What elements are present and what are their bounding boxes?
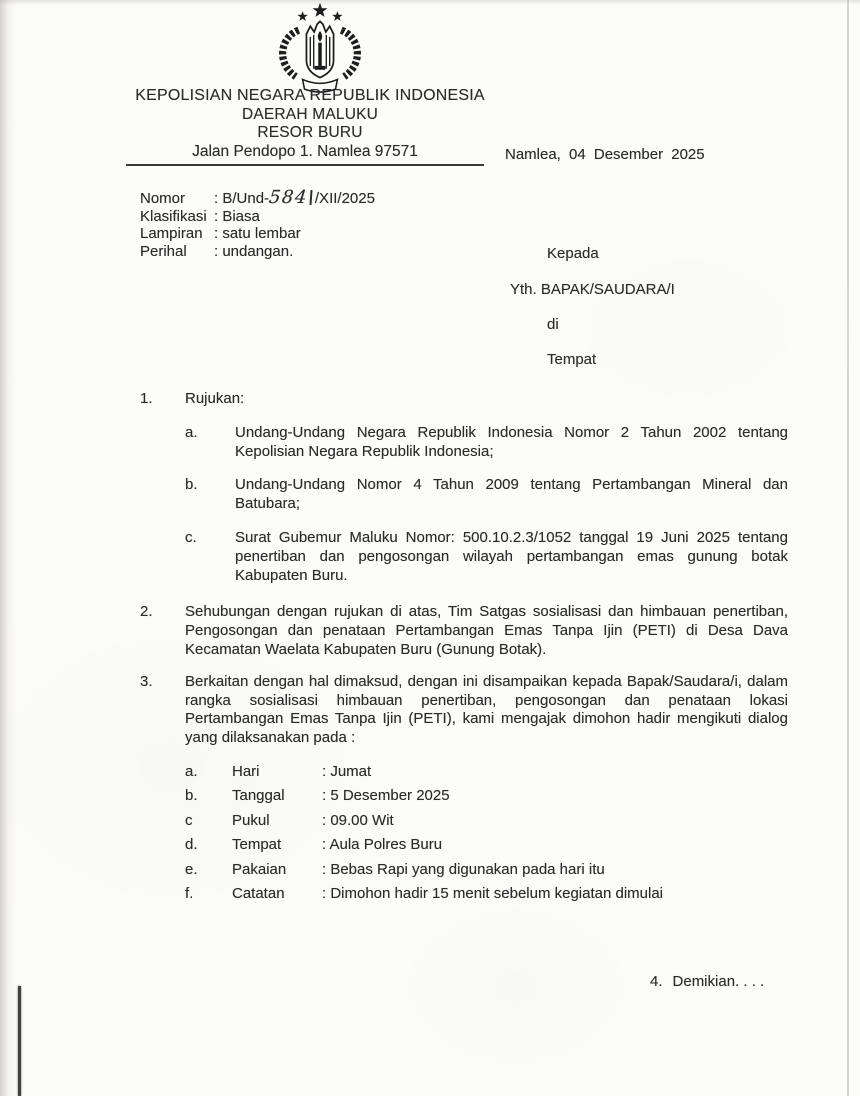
item-letter: c. bbox=[185, 528, 197, 546]
meta-value-klasifikasi: Biasa bbox=[222, 207, 260, 225]
org-name-line1: KEPOLISIAN NEGARA REPUBLIK INDONESIA bbox=[135, 87, 485, 104]
meta-label-nomor: Nomor bbox=[140, 190, 186, 207]
meta-label-klasifikasi: Klasifikasi bbox=[140, 207, 207, 225]
detail-letter: d. bbox=[185, 836, 198, 854]
reference-item-a bbox=[185, 424, 788, 462]
detail-label: Tanggal bbox=[232, 787, 285, 805]
meta-colon: : bbox=[214, 225, 219, 242]
section-1-intro: Rujukan: bbox=[185, 390, 245, 407]
dateline: Namlea, 04 Desember 2025 bbox=[505, 146, 705, 163]
scan-edge-left bbox=[0, 0, 17, 1096]
detail-letter: e. bbox=[185, 860, 198, 878]
letter-body bbox=[140, 390, 788, 910]
letter-meta bbox=[140, 187, 375, 260]
meta-value-lampiran: satu lembar bbox=[222, 225, 301, 242]
detail-letter: f. bbox=[185, 885, 194, 903]
meta-row-klasifikasi bbox=[140, 208, 375, 226]
section-number: 1. bbox=[140, 390, 153, 407]
detail-value: : 09.00 Wit bbox=[322, 811, 394, 829]
detail-label: Pukul bbox=[232, 811, 270, 829]
section-number: 3. bbox=[140, 672, 153, 690]
item-text: Undang-Undang Negara Republik Indonesia Nomor 2 Tahun 2002 tentang Kepolisian Negara Republik Indonesia; bbox=[235, 423, 788, 460]
nomor-prefix: B/Und- bbox=[222, 190, 270, 207]
detail-value: : Jumat bbox=[322, 762, 372, 780]
detail-row-catatan bbox=[185, 885, 788, 910]
detail-row-hari bbox=[185, 763, 788, 788]
meta-row-lampiran bbox=[140, 225, 375, 243]
nomor-handwritten: 584 bbox=[267, 187, 310, 208]
meta-colon: : bbox=[214, 242, 219, 260]
item-text: Surat Gubemur Maluku Nomor: 500.10.2.3/1052 tanggal 19 Juni 2025 tentang penertiban dan pengosongan wilayah pertambangan emas gunung botak Kabupaten Buru. bbox=[235, 528, 788, 584]
scan-edge-right bbox=[847, 0, 849, 1096]
recipient-di: di bbox=[547, 316, 559, 333]
section-3-text: Berkaitan dengan hal dimaksud, dengan ini disampaikan kepada Bapak/Saudara/i, dalam rangka sosialisasi himbauan penertiban, pengosongan dan penataan lokasi Pertambangan Emas Tanpa Ijin (PETI), kami mengajak dimohon hadir mengikuti dialog yang dilaksanakan pada : bbox=[185, 672, 788, 747]
detail-row-tanggal bbox=[185, 787, 788, 812]
meta-value-perihal: undangan. bbox=[222, 242, 294, 260]
meta-colon: : bbox=[214, 190, 219, 207]
detail-row-pukul bbox=[185, 812, 788, 837]
meta-row-perihal bbox=[140, 243, 375, 261]
detail-label: Pakaian bbox=[232, 860, 287, 878]
handwritten-stroke bbox=[309, 190, 312, 205]
section-2 bbox=[140, 603, 788, 659]
reference-item-c bbox=[185, 529, 788, 585]
meta-label-perihal: Perihal bbox=[140, 242, 187, 260]
section-number: 2. bbox=[140, 603, 153, 621]
scan-artifact-line bbox=[18, 986, 21, 1096]
detail-letter: c bbox=[185, 811, 193, 829]
closing-text: Demikian. . . . bbox=[672, 973, 765, 990]
detail-value: : Aula Polres Buru bbox=[322, 836, 443, 854]
detail-value: : Bebas Rapi yang digunakan pada hari itu bbox=[322, 860, 605, 878]
letterhead-address: Jalan Pendopo 1. Namlea 97571 bbox=[126, 143, 484, 166]
recipient-block bbox=[510, 245, 675, 368]
item-letter: b. bbox=[185, 476, 198, 494]
event-details bbox=[185, 763, 788, 910]
detail-label: Catatan bbox=[232, 885, 285, 903]
detail-letter: b. bbox=[185, 787, 198, 805]
detail-value: : 5 Desember 2025 bbox=[322, 787, 450, 805]
detail-row-tempat bbox=[185, 836, 788, 861]
org-name-line2: DAERAH MALUKU bbox=[241, 105, 379, 123]
item-letter: a. bbox=[185, 423, 198, 441]
detail-letter: a. bbox=[185, 762, 198, 780]
police-emblem-icon bbox=[262, 2, 378, 94]
section-1 bbox=[140, 390, 788, 585]
meta-row-nomor bbox=[140, 187, 375, 208]
detail-label: Hari bbox=[232, 762, 260, 780]
detail-row-pakaian bbox=[185, 861, 788, 886]
recipient-kepada: Kepada bbox=[547, 245, 599, 262]
recipient-tempat: Tempat bbox=[547, 351, 597, 368]
meta-colon: : bbox=[214, 207, 219, 225]
section-3 bbox=[140, 673, 788, 910]
reference-item-b bbox=[185, 476, 788, 514]
meta-label-lampiran: Lampiran bbox=[140, 225, 203, 242]
scan-edge-top bbox=[0, 0, 860, 5]
section-2-text: Sehubungan dengan rujukan di atas, Tim Satgas sosialisasi dan himbauan penertiban, Pengosongan dan penataan Pertambangan Emas Tanpa Ijin (PETI) di Desa Dava Kecamatan Waelata Kabupaten Buru (Gunung Botak). bbox=[185, 603, 788, 658]
closing-number: 4. bbox=[650, 973, 663, 990]
org-name-line3: RESOR BURU bbox=[257, 124, 363, 141]
closing-line bbox=[650, 973, 764, 990]
recipient-yth: Yth. BAPAK/SAUDARA/I bbox=[510, 281, 675, 298]
item-text: Undang-Undang Nomor 4 Tahun 2009 tentang Pertambangan Mineral dan Batubara; bbox=[235, 476, 788, 513]
detail-label: Tempat bbox=[232, 836, 282, 854]
letterhead bbox=[128, 87, 492, 143]
nomor-suffix: /XII/2025 bbox=[314, 190, 375, 207]
detail-value: : Dimohon hadir 15 menit sebelum kegiatan dimulai bbox=[322, 885, 664, 903]
